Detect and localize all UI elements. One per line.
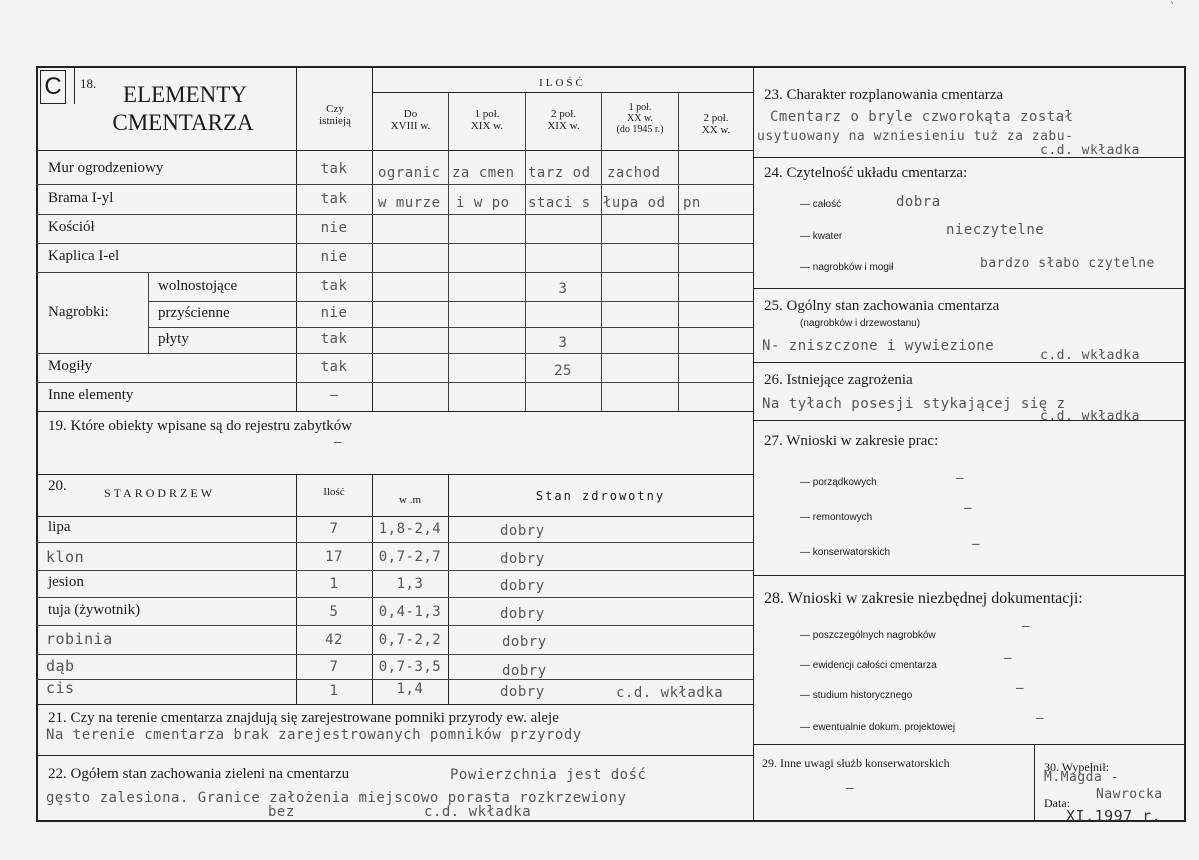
tree-health: dobry bbox=[502, 634, 547, 650]
row-label: Kościół bbox=[48, 219, 95, 235]
section27-item: — konserwatorskich bbox=[800, 547, 891, 558]
row-exists: nie bbox=[320, 220, 348, 236]
period-header: 1 poł. XIX w. bbox=[470, 108, 504, 132]
section28-item: — poszczególnych nagrobków bbox=[800, 630, 936, 641]
tree-size: 0,7-2,2 bbox=[378, 632, 442, 648]
section19-value: – bbox=[334, 434, 342, 450]
tree-health: dobry bbox=[500, 606, 545, 622]
section-letter: C bbox=[44, 73, 62, 100]
note-fragment: tarz od bbox=[528, 165, 591, 181]
filled-by-name: M.Magda - bbox=[1044, 770, 1119, 785]
period-header: 2 poł. XX w. bbox=[701, 112, 731, 136]
section28-value: – bbox=[1016, 680, 1024, 696]
col-quantity-header: ILOŚĆ bbox=[539, 77, 586, 89]
col-health-header: Stan zdrowotny bbox=[535, 489, 666, 503]
section-letter-box bbox=[40, 70, 66, 104]
tree-count: 42 bbox=[325, 632, 343, 648]
section20-number: 20. bbox=[48, 478, 67, 494]
row-label: Inne elementy bbox=[48, 387, 134, 403]
row-exists: tak bbox=[320, 331, 348, 347]
section23-value: Cmentarz o bryle czworokąta został bbox=[770, 109, 1074, 125]
row-label: Kaplica I-el bbox=[48, 248, 120, 264]
section20-title: STARODRZEW bbox=[104, 486, 216, 500]
tree-health: dobry bbox=[500, 684, 545, 700]
section26-value: Na tyłach posesji stykającej się z bbox=[762, 396, 1066, 412]
section29-value: – bbox=[846, 780, 854, 796]
col-exists-header: Czy istnieją bbox=[319, 103, 351, 127]
tree-health: dobry bbox=[500, 523, 545, 539]
section24-item: — całość bbox=[800, 199, 842, 210]
tree-size: 0,4-1,3 bbox=[378, 604, 442, 620]
row-count: 3 bbox=[558, 335, 568, 351]
date-value: XI.1997 r. bbox=[1066, 807, 1162, 825]
tree-count: 1 bbox=[329, 683, 339, 699]
section22-cont: c.d. wkładka bbox=[424, 804, 532, 820]
section24-item: — nagrobków i mogił bbox=[800, 262, 894, 273]
tree-name: jesion bbox=[48, 574, 84, 590]
row-exists: nie bbox=[320, 249, 348, 265]
section24-item: — kwater bbox=[800, 231, 843, 242]
section18-number: 18. bbox=[80, 76, 97, 91]
tree-health: dobry bbox=[500, 578, 545, 594]
row-exists: tak bbox=[320, 161, 348, 177]
section18-title-2: CMENTARZA bbox=[112, 110, 254, 135]
row-label: Brama I-yl bbox=[48, 190, 114, 206]
col-count-header: Ilość bbox=[323, 486, 345, 498]
section22-value: Powierzchnia jest dość bbox=[450, 767, 647, 783]
row-label: przyścienne bbox=[158, 305, 230, 321]
tree-count: 5 bbox=[329, 604, 339, 620]
date-label: Data: bbox=[1044, 796, 1070, 810]
tree-count: 7 bbox=[329, 659, 339, 675]
note-fragment: za cmen bbox=[452, 165, 515, 181]
section27-item: — remontowych bbox=[800, 512, 873, 523]
section24-value: bardzo słabo czytelne bbox=[980, 256, 1155, 271]
section24-label: 24. Czytelność układu cmentarza: bbox=[764, 165, 968, 181]
section30-label: 30. Wypełnił: bbox=[1044, 760, 1110, 774]
section22-value: bez bbox=[268, 804, 295, 820]
note-fragment: pn bbox=[683, 195, 701, 211]
note-fragment: w murze bbox=[378, 195, 441, 211]
tree-health: dobry bbox=[500, 551, 545, 567]
section27-value: – bbox=[956, 470, 964, 486]
period-header: 1 poł. XX w. (do 1945 r.) bbox=[616, 102, 664, 135]
section28-value: – bbox=[1022, 618, 1030, 634]
section27-label: 27. Wnioski w zakresie prac: bbox=[764, 433, 939, 449]
section18-title-1: ELEMENTY bbox=[123, 82, 247, 107]
tree-count: 7 bbox=[329, 521, 339, 537]
tree-size: 0,7-3,5 bbox=[378, 659, 442, 675]
row-exists: tak bbox=[320, 359, 348, 375]
section25-value: N- zniszczone i wywiezione bbox=[762, 338, 995, 354]
row-count: 3 bbox=[558, 281, 568, 297]
section25-sub: (nagrobków i drzewostanu) bbox=[800, 318, 921, 329]
section27-value: – bbox=[972, 536, 980, 552]
section20-cont: c.d. wkładka bbox=[616, 685, 724, 701]
section27-item: — porządkowych bbox=[800, 477, 877, 488]
note-fragment: łupa od bbox=[603, 195, 666, 211]
section22-label: 22. Ogółem stan zachowania zieleni na cmentarzu bbox=[48, 766, 350, 782]
section19-label: 19. Które obiekty wpisane są do rejestru zabytków bbox=[48, 418, 353, 434]
section23-label: 23. Charakter rozplanowania cmentarza bbox=[764, 87, 1004, 103]
divider-center bbox=[753, 66, 754, 822]
row-exists: – bbox=[330, 387, 338, 403]
tree-name: lipa bbox=[48, 519, 71, 535]
col-size-header: w .m bbox=[399, 494, 421, 506]
period-header: 2 poł. XIX w. bbox=[547, 108, 580, 132]
row-count: 25 bbox=[554, 363, 572, 379]
note-fragment: i w po bbox=[456, 195, 510, 211]
section23-cont: c.d. wkładka bbox=[1040, 143, 1140, 158]
tree-name: dąb bbox=[46, 657, 75, 675]
tree-name: tuja (żywotnik) bbox=[48, 602, 141, 618]
section28-value: – bbox=[1004, 650, 1012, 666]
row-label: Mogiły bbox=[48, 358, 93, 374]
row-exists: nie bbox=[320, 305, 348, 321]
section26-label: 26. Istniejące zagrożenia bbox=[764, 372, 913, 388]
section28-value: – bbox=[1036, 710, 1044, 726]
tree-health: dobry bbox=[502, 663, 547, 679]
tree-size: 0,7-2,7 bbox=[378, 549, 442, 565]
section27-value: – bbox=[964, 500, 972, 516]
section22-value: gęsto zalesiona. Granice założenia miejscowo porasta rozkrzewiony bbox=[46, 790, 627, 806]
section21-value: Na terenie cmentarza brak zarejestrowanych pomników przyrody bbox=[46, 727, 582, 743]
tree-size: 1,3 bbox=[396, 576, 424, 592]
section28-item: — ewidencji całości cmentarza bbox=[800, 660, 937, 671]
note-fragment: staci s bbox=[528, 195, 591, 211]
section21-label: 21. Czy na terenie cmentarza znajdują się zarejestrowane pomniki przyrody ew. aleje bbox=[48, 710, 559, 726]
corner-mark: ` bbox=[1170, 2, 1175, 13]
row-label: Mur ogrodzeniowy bbox=[48, 160, 164, 176]
tree-name: klon bbox=[46, 548, 85, 566]
row-label: płyty bbox=[158, 331, 189, 347]
section25-label: 25. Ogólny stan zachowania cmentarza bbox=[764, 298, 1000, 314]
row-exists: tak bbox=[320, 278, 348, 294]
section23-value: usytuowany na wzniesieniu tuż za zabu- bbox=[757, 129, 1074, 144]
tree-name: robinia bbox=[46, 630, 113, 648]
filled-by-surname: Nawrocka bbox=[1096, 787, 1163, 802]
section28-label: 28. Wnioski w zakresie niezbędnej dokumentacji: bbox=[764, 590, 1083, 607]
tree-size: 1,4 bbox=[396, 681, 424, 697]
period-header: Do XVIII w. bbox=[390, 108, 431, 132]
row-label: wolnostojące bbox=[158, 278, 238, 294]
section24-value: nieczytelne bbox=[946, 222, 1045, 238]
section28-item: — studium historycznego bbox=[800, 690, 913, 701]
section24-value: dobra bbox=[896, 194, 941, 210]
tree-count: 17 bbox=[325, 549, 343, 565]
nagrobki-label: Nagrobki: bbox=[48, 304, 109, 320]
tree-count: 1 bbox=[329, 576, 339, 592]
row-exists: tak bbox=[320, 191, 348, 207]
section26-cont: c.d. wkładka bbox=[1040, 409, 1140, 424]
note-fragment: zachod bbox=[607, 165, 661, 181]
section28-item: — ewentualnie dokum. projektowej bbox=[800, 722, 956, 733]
section25-cont: c.d. wkładka bbox=[1040, 348, 1140, 363]
section29-label: 29. Inne uwagi służb konserwatorskich bbox=[762, 756, 950, 770]
tree-size: 1,8-2,4 bbox=[378, 521, 442, 537]
tree-name: cis bbox=[46, 679, 75, 697]
note-fragment: ogranic bbox=[378, 165, 441, 181]
